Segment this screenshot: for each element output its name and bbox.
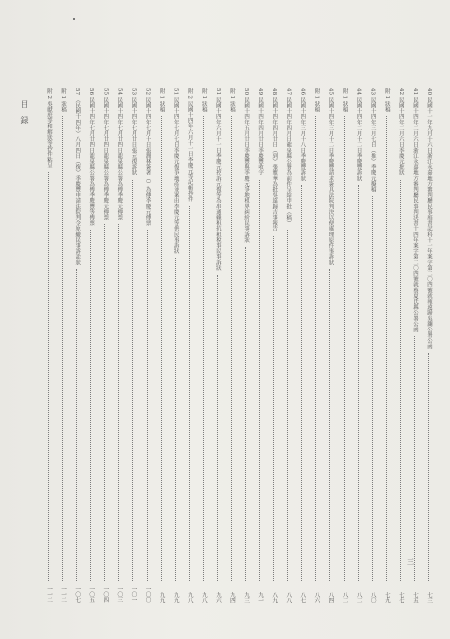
toc-entry-title: 51 民國十四年六月十一日季慶元控訴元復等為串通賴租抗租稅事民事訴狀: [214, 88, 221, 271]
leader-dots: [62, 116, 64, 581]
toc-entry-title: 47 民國十四年四月日龍泉縣公署為前件呈給申批（稿）: [285, 88, 292, 226]
toc-entry-page: 八四: [327, 591, 334, 603]
toc-entry: [324, 88, 335, 603]
leader-dots: [203, 116, 205, 581]
leader-dots: [161, 116, 163, 581]
toc-entry-title: 附 2 吳獻庭等和解狀等抄件粘呈: [46, 88, 52, 169]
toc-entry: [85, 88, 96, 603]
toc-entry-title: 41 民國十四年二月六日浙江永嘉地方審判廳民事判決書十四年案字第二〇四號就蔡夏氏縣公署公函: [411, 88, 418, 333]
toc-entry: [353, 88, 364, 603]
toc-entry-title: 46 民國十四年三月十八日季慶豐訴狀: [299, 88, 306, 182]
toc-entry: [296, 88, 307, 603]
leader-dots: [329, 269, 331, 581]
toc-entry-title: 附 1 狀稿: [313, 88, 320, 113]
toc-entry-page: 九八: [200, 591, 207, 603]
toc-entry-title: 附 1 狀稿: [200, 88, 207, 113]
toc-entry-page: 七三: [426, 591, 432, 603]
toc-entry-title: 51 民國十四年七月七日季慶元復爭地產並案由李慶元等供民事訴狀: [172, 88, 179, 254]
toc-entry: [156, 88, 167, 603]
toc-entry-title: 54 民國十四年七月廿四日龍泉縣公署為傳季慶元傳票: [116, 88, 123, 221]
leader-dots: [358, 185, 360, 581]
leader-dots: [118, 224, 120, 581]
toc-entry: [43, 88, 54, 603]
toc-entry-page: 八七: [299, 591, 306, 603]
toc-entry-title: 56 民國十四年七月廿四日龍泉縣公署為傳季慶豐等傳票: [88, 88, 95, 226]
toc-entry: [339, 88, 350, 603]
leader-dots: [386, 116, 388, 581]
toc-entry-page: 七七: [397, 591, 404, 603]
toc-entry: [423, 88, 434, 603]
leader-dots: [76, 269, 78, 581]
toc-entry-page: 八二: [355, 591, 362, 603]
leader-dots: [189, 206, 191, 581]
leader-dots: [287, 230, 289, 581]
toc-entry-page: 一〇三: [116, 586, 123, 603]
toc-entry-page: 九九: [172, 591, 179, 603]
page-number: 三: [407, 558, 414, 566]
toc-entry: [113, 88, 124, 603]
toc-entry-page: 一〇〇: [144, 586, 151, 603]
leader-dots: [175, 258, 177, 581]
leader-dots: [400, 180, 402, 581]
toc-entry-page: 一一二: [46, 586, 52, 603]
leader-dots: [414, 336, 416, 581]
toc-entry-page: 九八: [186, 591, 193, 603]
toc-entry-page: 八六: [313, 591, 320, 603]
toc-entry-title: 48 民國十四年四月廿日（到）張雅華為批吳遠歸吉事報告: [271, 88, 278, 232]
leader-dots: [273, 236, 275, 581]
toc-entry: [226, 88, 237, 603]
toc-entry: [57, 88, 68, 603]
toc-entry-page: 九一: [257, 591, 264, 603]
toc-entry: [268, 88, 279, 603]
toc-entry-title: 附 1 狀稿: [341, 88, 348, 113]
toc-entry-page: 七九: [383, 591, 390, 603]
toc-entry-page: 一〇一: [130, 586, 137, 603]
leader-dots: [104, 224, 106, 581]
toc-entry-title: 50 民國十四年五月廿日季慶豐與季慶元爭地租界糾紛民事訴狀: [243, 88, 250, 243]
toc-entry-title: 44 民國十四年二月十二日季慶豐訴狀: [355, 88, 362, 182]
toc-entry-title: 附 1 狀稿: [158, 88, 165, 113]
toc-entry: [212, 88, 223, 603]
toc-entry-title: 附 2 民國十四年六月十一日李慶元等記帳抄件: [186, 88, 193, 202]
toc-entry: [240, 88, 251, 603]
toc-entry-page: 九三: [243, 591, 250, 603]
toc-entry: [409, 88, 420, 603]
toc-entry-title: 43 民國十四年三月七日（推）季慶元擬稿: [369, 88, 376, 193]
toc-entry-title: 49 民國十四年四月廿日季慶豐收字: [257, 88, 264, 176]
toc-entry: [142, 88, 153, 603]
toc-entry-page: 七五: [411, 591, 418, 603]
toc-entry-page: 九九: [158, 591, 165, 603]
leader-dots: [147, 230, 149, 581]
toc-entry: [282, 88, 293, 603]
leader-dots: [90, 230, 92, 581]
toc-entry-page: 一〇四: [102, 586, 109, 603]
leader-dots: [315, 116, 317, 581]
toc-entry-page: 八八: [285, 591, 292, 603]
toc-entry: [395, 88, 406, 603]
leader-dots: [344, 116, 346, 581]
toc-entry: [184, 88, 195, 603]
toc-entry-title: 附 1 狀稿: [383, 88, 390, 113]
toc-entry-page: 一一二: [60, 586, 67, 603]
toc-entry-page: 九四: [228, 591, 235, 603]
margin-mark: [73, 18, 75, 20]
leader-dots: [245, 247, 247, 581]
toc-entry: [198, 88, 209, 603]
toc-entry-page: 一〇七: [74, 586, 81, 603]
toc-entry-title: 附 1 狀稿: [228, 88, 235, 113]
leader-dots: [231, 116, 233, 581]
toc-entry-title: 40 民國十一年九月十六日浙江永嘉地方審判廳民事庭書記科十一年案字第二〇四號就雍遠歸吳瀾公署公函: [426, 88, 432, 350]
toc-entry-title: 52 民國十四年七月十日張潤林簽著（）為傳季慶元傳票: [144, 88, 151, 226]
toc-entry: [71, 88, 82, 603]
toc-entry: [170, 88, 181, 603]
toc-entry-page: 八二: [341, 591, 348, 603]
leader-dots: [217, 275, 219, 581]
toc-entry-title: 45 民國十四年三月十二日季慶豐請求簽具法院判決以便處理原件事訴狀: [327, 88, 334, 266]
toc-entry-title: 55 民國十四年七月廿四日龍泉縣公署為傳季慶元傳票: [102, 88, 109, 221]
leader-dots: [132, 180, 134, 581]
toc-entry-title: 57 （民國十四年）八月四日（復）季慶豐申請法院判令原繳民事訴訟狀: [74, 88, 81, 266]
toc-entry: [381, 88, 392, 603]
toc-entry: [127, 88, 138, 603]
toc-entry-page: 九六: [214, 591, 221, 603]
toc-entry-title: 附 1 狀稿: [60, 88, 67, 113]
leader-dots: [48, 172, 50, 581]
toc-entry-page: 八〇: [369, 591, 376, 603]
toc-entry: [310, 88, 321, 603]
toc-entry: [254, 88, 265, 603]
toc-entry-page: 一〇五: [88, 586, 95, 603]
toc-entry: [99, 88, 110, 603]
leader-dots: [372, 196, 374, 581]
section-title: 目 録: [20, 100, 29, 124]
toc-entry: [367, 88, 378, 603]
toc-entry-page: 八九: [271, 591, 278, 603]
leader-dots: [301, 185, 303, 581]
leader-dots: [428, 353, 430, 581]
toc-entry-title: 53 民國十四年七月廿日張元復訴狀: [130, 88, 137, 176]
leader-dots: [259, 180, 261, 581]
toc-entry-title: 42 民國十四年二月六日季慶元批狀: [397, 88, 404, 176]
